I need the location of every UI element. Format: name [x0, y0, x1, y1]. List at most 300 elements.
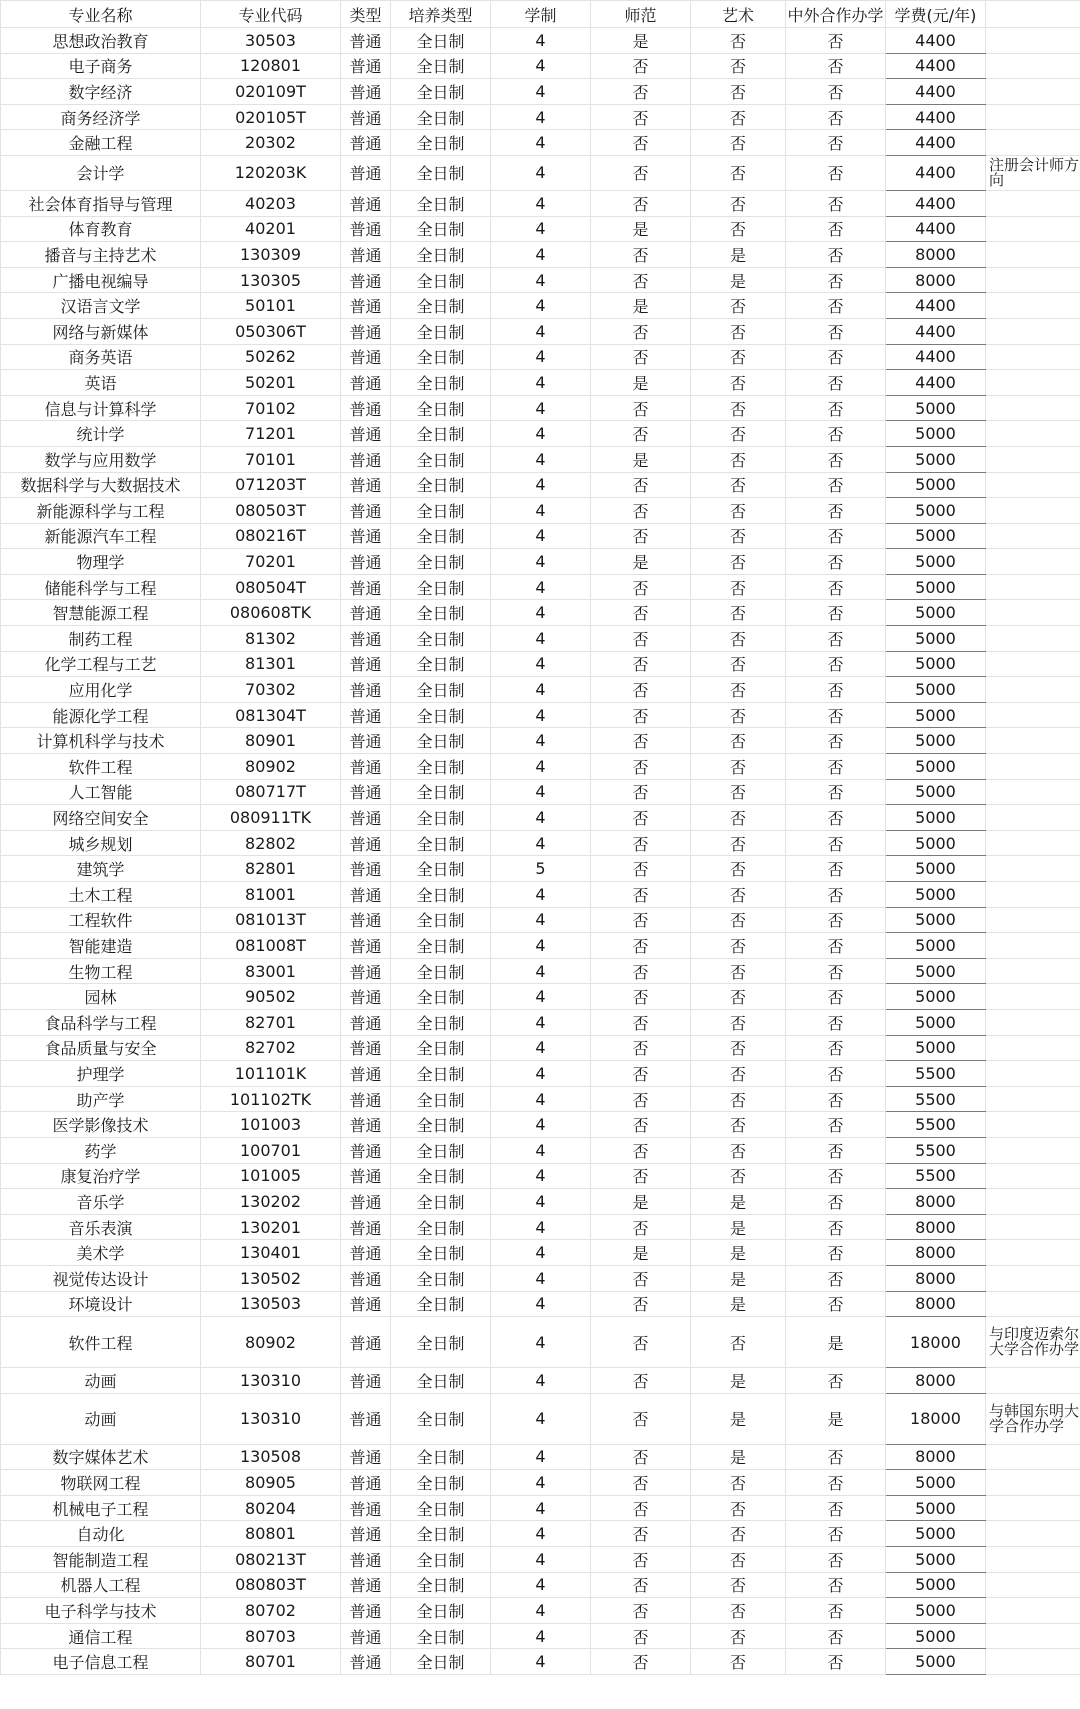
- major-code-cell[interactable]: 40203: [201, 190, 341, 216]
- teacher-training-cell[interactable]: 否: [591, 805, 691, 831]
- joint-program-cell[interactable]: 否: [786, 293, 886, 319]
- major-name-cell[interactable]: 电子科学与技术: [1, 1598, 201, 1624]
- note-cell[interactable]: [986, 728, 1080, 754]
- joint-program-cell[interactable]: 否: [786, 1137, 886, 1163]
- tuition-cell[interactable]: 4400: [886, 104, 986, 130]
- note-cell[interactable]: [986, 104, 1080, 130]
- major-name-cell[interactable]: 护理学: [1, 1061, 201, 1087]
- type-cell[interactable]: 普通: [341, 242, 391, 268]
- joint-program-cell[interactable]: 否: [786, 1291, 886, 1317]
- duration-cell[interactable]: 5: [491, 856, 591, 882]
- type-cell[interactable]: 普通: [341, 1317, 391, 1368]
- study-mode-cell[interactable]: 全日制: [391, 421, 491, 447]
- major-code-cell[interactable]: 80702: [201, 1598, 341, 1624]
- joint-program-cell[interactable]: 否: [786, 1649, 886, 1675]
- note-cell[interactable]: [986, 293, 1080, 319]
- major-code-cell[interactable]: 130401: [201, 1240, 341, 1266]
- major-name-cell[interactable]: 商务英语: [1, 344, 201, 370]
- duration-cell[interactable]: 4: [491, 370, 591, 396]
- duration-cell[interactable]: 4: [491, 1214, 591, 1240]
- study-mode-cell[interactable]: 全日制: [391, 1547, 491, 1573]
- tuition-cell[interactable]: 5000: [886, 549, 986, 575]
- joint-program-cell[interactable]: 否: [786, 498, 886, 524]
- type-cell[interactable]: 普通: [341, 1137, 391, 1163]
- major-name-cell[interactable]: 动画: [1, 1393, 201, 1444]
- art-cell[interactable]: 否: [691, 1623, 786, 1649]
- note-cell[interactable]: [986, 1623, 1080, 1649]
- joint-program-cell[interactable]: 否: [786, 370, 886, 396]
- type-cell[interactable]: 普通: [341, 104, 391, 130]
- note-cell[interactable]: [986, 907, 1080, 933]
- teacher-training-cell[interactable]: 否: [591, 1598, 691, 1624]
- duration-cell[interactable]: 4: [491, 702, 591, 728]
- art-cell[interactable]: 否: [691, 600, 786, 626]
- teacher-training-cell[interactable]: 否: [591, 523, 691, 549]
- joint-program-cell[interactable]: 否: [786, 856, 886, 882]
- art-cell[interactable]: 否: [691, 1061, 786, 1087]
- tuition-cell[interactable]: 5000: [886, 830, 986, 856]
- duration-cell[interactable]: 4: [491, 446, 591, 472]
- major-name-cell[interactable]: 机械电子工程: [1, 1495, 201, 1521]
- tuition-cell[interactable]: 8000: [886, 1444, 986, 1470]
- tuition-cell[interactable]: 4400: [886, 155, 986, 190]
- type-cell[interactable]: 普通: [341, 293, 391, 319]
- type-cell[interactable]: 普通: [341, 1086, 391, 1112]
- major-code-cell[interactable]: 81301: [201, 651, 341, 677]
- teacher-training-cell[interactable]: 否: [591, 1521, 691, 1547]
- duration-cell[interactable]: 4: [491, 1137, 591, 1163]
- major-code-cell[interactable]: 100701: [201, 1137, 341, 1163]
- major-code-cell[interactable]: 101005: [201, 1163, 341, 1189]
- type-cell[interactable]: 普通: [341, 574, 391, 600]
- study-mode-cell[interactable]: 全日制: [391, 1598, 491, 1624]
- art-cell[interactable]: 否: [691, 1470, 786, 1496]
- teacher-training-cell[interactable]: 否: [591, 984, 691, 1010]
- art-cell[interactable]: 是: [691, 1189, 786, 1215]
- tuition-cell[interactable]: 5000: [886, 498, 986, 524]
- major-code-cell[interactable]: 50201: [201, 370, 341, 396]
- teacher-training-cell[interactable]: 否: [591, 421, 691, 447]
- type-cell[interactable]: 普通: [341, 1649, 391, 1675]
- teacher-training-cell[interactable]: 否: [591, 1393, 691, 1444]
- tuition-cell[interactable]: 5000: [886, 395, 986, 421]
- study-mode-cell[interactable]: 全日制: [391, 1189, 491, 1215]
- joint-program-cell[interactable]: 否: [786, 907, 886, 933]
- teacher-training-cell[interactable]: 否: [591, 130, 691, 156]
- note-cell[interactable]: [986, 600, 1080, 626]
- major-code-cell[interactable]: 70102: [201, 395, 341, 421]
- study-mode-cell[interactable]: 全日制: [391, 728, 491, 754]
- major-code-cell[interactable]: 50262: [201, 344, 341, 370]
- major-code-cell[interactable]: 050306T: [201, 318, 341, 344]
- teacher-training-cell[interactable]: 否: [591, 1368, 691, 1394]
- major-name-cell[interactable]: 工程软件: [1, 907, 201, 933]
- joint-program-cell[interactable]: 否: [786, 421, 886, 447]
- note-cell[interactable]: [986, 267, 1080, 293]
- duration-cell[interactable]: 4: [491, 242, 591, 268]
- duration-cell[interactable]: 4: [491, 958, 591, 984]
- duration-cell[interactable]: 4: [491, 155, 591, 190]
- duration-cell[interactable]: 4: [491, 104, 591, 130]
- type-cell[interactable]: 普通: [341, 1061, 391, 1087]
- study-mode-cell[interactable]: 全日制: [391, 1317, 491, 1368]
- major-name-cell[interactable]: 物理学: [1, 549, 201, 575]
- note-cell[interactable]: [986, 1495, 1080, 1521]
- duration-cell[interactable]: 4: [491, 79, 591, 105]
- note-cell[interactable]: 与印度迈索尔大学合作办学: [986, 1317, 1080, 1368]
- major-code-cell[interactable]: 83001: [201, 958, 341, 984]
- major-code-cell[interactable]: 130310: [201, 1368, 341, 1394]
- study-mode-cell[interactable]: 全日制: [391, 1061, 491, 1087]
- major-name-cell[interactable]: 体育教育: [1, 216, 201, 242]
- study-mode-cell[interactable]: 全日制: [391, 1086, 491, 1112]
- major-code-cell[interactable]: 81302: [201, 626, 341, 652]
- type-cell[interactable]: 普通: [341, 267, 391, 293]
- note-cell[interactable]: [986, 1137, 1080, 1163]
- major-code-cell[interactable]: 70101: [201, 446, 341, 472]
- tuition-cell[interactable]: 4400: [886, 370, 986, 396]
- major-code-cell[interactable]: 020105T: [201, 104, 341, 130]
- header-art[interactable]: 艺术: [691, 1, 786, 28]
- teacher-training-cell[interactable]: 否: [591, 344, 691, 370]
- note-cell[interactable]: [986, 1444, 1080, 1470]
- tuition-cell[interactable]: 5000: [886, 1649, 986, 1675]
- major-code-cell[interactable]: 130202: [201, 1189, 341, 1215]
- tuition-cell[interactable]: 5000: [886, 1572, 986, 1598]
- art-cell[interactable]: 否: [691, 1317, 786, 1368]
- teacher-training-cell[interactable]: 否: [591, 1649, 691, 1675]
- type-cell[interactable]: 普通: [341, 1009, 391, 1035]
- note-cell[interactable]: [986, 130, 1080, 156]
- art-cell[interactable]: 是: [691, 1444, 786, 1470]
- art-cell[interactable]: 否: [691, 933, 786, 959]
- header-type[interactable]: 类型: [341, 1, 391, 28]
- type-cell[interactable]: 普通: [341, 651, 391, 677]
- type-cell[interactable]: 普通: [341, 28, 391, 54]
- joint-program-cell[interactable]: 否: [786, 1214, 886, 1240]
- duration-cell[interactable]: 4: [491, 651, 591, 677]
- type-cell[interactable]: 普通: [341, 702, 391, 728]
- major-code-cell[interactable]: 80701: [201, 1649, 341, 1675]
- art-cell[interactable]: 否: [691, 318, 786, 344]
- teacher-training-cell[interactable]: 否: [591, 1214, 691, 1240]
- joint-program-cell[interactable]: 否: [786, 651, 886, 677]
- note-cell[interactable]: 与韩国东明大学合作办学: [986, 1393, 1080, 1444]
- joint-program-cell[interactable]: 否: [786, 1495, 886, 1521]
- note-cell[interactable]: [986, 805, 1080, 831]
- major-code-cell[interactable]: 82802: [201, 830, 341, 856]
- study-mode-cell[interactable]: 全日制: [391, 651, 491, 677]
- duration-cell[interactable]: 4: [491, 1009, 591, 1035]
- joint-program-cell[interactable]: 否: [786, 1240, 886, 1266]
- art-cell[interactable]: 否: [691, 574, 786, 600]
- teacher-training-cell[interactable]: 否: [591, 155, 691, 190]
- major-code-cell[interactable]: 70201: [201, 549, 341, 575]
- study-mode-cell[interactable]: 全日制: [391, 754, 491, 780]
- duration-cell[interactable]: 4: [491, 882, 591, 908]
- major-name-cell[interactable]: 计算机科学与技术: [1, 728, 201, 754]
- note-cell[interactable]: [986, 651, 1080, 677]
- major-name-cell[interactable]: 康复治疗学: [1, 1163, 201, 1189]
- teacher-training-cell[interactable]: 否: [591, 856, 691, 882]
- joint-program-cell[interactable]: 否: [786, 1189, 886, 1215]
- major-code-cell[interactable]: 081008T: [201, 933, 341, 959]
- art-cell[interactable]: 否: [691, 805, 786, 831]
- tuition-cell[interactable]: 4400: [886, 53, 986, 79]
- joint-program-cell[interactable]: 否: [786, 446, 886, 472]
- study-mode-cell[interactable]: 全日制: [391, 1291, 491, 1317]
- duration-cell[interactable]: 4: [491, 574, 591, 600]
- type-cell[interactable]: 普通: [341, 79, 391, 105]
- joint-program-cell[interactable]: 否: [786, 549, 886, 575]
- joint-program-cell[interactable]: 否: [786, 1623, 886, 1649]
- study-mode-cell[interactable]: 全日制: [391, 702, 491, 728]
- major-name-cell[interactable]: 数字媒体艺术: [1, 1444, 201, 1470]
- joint-program-cell[interactable]: 否: [786, 1521, 886, 1547]
- type-cell[interactable]: 普通: [341, 155, 391, 190]
- joint-program-cell[interactable]: 否: [786, 1444, 886, 1470]
- type-cell[interactable]: 普通: [341, 1112, 391, 1138]
- type-cell[interactable]: 普通: [341, 549, 391, 575]
- joint-program-cell[interactable]: 否: [786, 267, 886, 293]
- header-major-name[interactable]: 专业名称: [1, 1, 201, 28]
- teacher-training-cell[interactable]: 否: [591, 267, 691, 293]
- art-cell[interactable]: 否: [691, 626, 786, 652]
- art-cell[interactable]: 否: [691, 130, 786, 156]
- major-name-cell[interactable]: 储能科学与工程: [1, 574, 201, 600]
- tuition-cell[interactable]: 4400: [886, 344, 986, 370]
- major-name-cell[interactable]: 数据科学与大数据技术: [1, 472, 201, 498]
- major-code-cell[interactable]: 130309: [201, 242, 341, 268]
- study-mode-cell[interactable]: 全日制: [391, 1137, 491, 1163]
- study-mode-cell[interactable]: 全日制: [391, 344, 491, 370]
- study-mode-cell[interactable]: 全日制: [391, 574, 491, 600]
- header-duration[interactable]: 学制: [491, 1, 591, 28]
- joint-program-cell[interactable]: 否: [786, 1009, 886, 1035]
- note-cell[interactable]: [986, 1572, 1080, 1598]
- joint-program-cell[interactable]: 否: [786, 600, 886, 626]
- note-cell[interactable]: [986, 344, 1080, 370]
- art-cell[interactable]: 是: [691, 267, 786, 293]
- teacher-training-cell[interactable]: 否: [591, 1317, 691, 1368]
- teacher-training-cell[interactable]: 否: [591, 1470, 691, 1496]
- teacher-training-cell[interactable]: 否: [591, 574, 691, 600]
- tuition-cell[interactable]: 5000: [886, 523, 986, 549]
- teacher-training-cell[interactable]: 否: [591, 318, 691, 344]
- major-name-cell[interactable]: 化学工程与工艺: [1, 651, 201, 677]
- art-cell[interactable]: 否: [691, 155, 786, 190]
- major-code-cell[interactable]: 130502: [201, 1265, 341, 1291]
- study-mode-cell[interactable]: 全日制: [391, 1214, 491, 1240]
- note-cell[interactable]: [986, 1112, 1080, 1138]
- teacher-training-cell[interactable]: 是: [591, 216, 691, 242]
- header-joint-program[interactable]: 中外合作办学: [786, 1, 886, 28]
- header-major-code[interactable]: 专业代码: [201, 1, 341, 28]
- study-mode-cell[interactable]: 全日制: [391, 370, 491, 396]
- type-cell[interactable]: 普通: [341, 130, 391, 156]
- major-code-cell[interactable]: 101101K: [201, 1061, 341, 1087]
- major-name-cell[interactable]: 软件工程: [1, 754, 201, 780]
- art-cell[interactable]: 是: [691, 1214, 786, 1240]
- art-cell[interactable]: 否: [691, 28, 786, 54]
- art-cell[interactable]: 否: [691, 549, 786, 575]
- study-mode-cell[interactable]: 全日制: [391, 958, 491, 984]
- art-cell[interactable]: 否: [691, 395, 786, 421]
- note-cell[interactable]: [986, 498, 1080, 524]
- major-name-cell[interactable]: 思想政治教育: [1, 28, 201, 54]
- note-cell[interactable]: [986, 1649, 1080, 1675]
- joint-program-cell[interactable]: 否: [786, 805, 886, 831]
- duration-cell[interactable]: 4: [491, 1521, 591, 1547]
- note-cell[interactable]: [986, 1521, 1080, 1547]
- major-code-cell[interactable]: 120203K: [201, 155, 341, 190]
- type-cell[interactable]: 普通: [341, 395, 391, 421]
- art-cell[interactable]: 否: [691, 1086, 786, 1112]
- note-cell[interactable]: [986, 1035, 1080, 1061]
- duration-cell[interactable]: 4: [491, 1393, 591, 1444]
- teacher-training-cell[interactable]: 否: [591, 907, 691, 933]
- type-cell[interactable]: 普通: [341, 1163, 391, 1189]
- teacher-training-cell[interactable]: 否: [591, 933, 691, 959]
- type-cell[interactable]: 普通: [341, 1214, 391, 1240]
- art-cell[interactable]: 否: [691, 53, 786, 79]
- major-code-cell[interactable]: 081304T: [201, 702, 341, 728]
- duration-cell[interactable]: 4: [491, 1061, 591, 1087]
- study-mode-cell[interactable]: 全日制: [391, 1470, 491, 1496]
- art-cell[interactable]: 否: [691, 1163, 786, 1189]
- major-code-cell[interactable]: 80905: [201, 1470, 341, 1496]
- teacher-training-cell[interactable]: 否: [591, 1265, 691, 1291]
- tuition-cell[interactable]: 5000: [886, 1521, 986, 1547]
- type-cell[interactable]: 普通: [341, 216, 391, 242]
- tuition-cell[interactable]: 5000: [886, 1547, 986, 1573]
- joint-program-cell[interactable]: 否: [786, 1163, 886, 1189]
- note-cell[interactable]: [986, 1214, 1080, 1240]
- note-cell[interactable]: [986, 574, 1080, 600]
- joint-program-cell[interactable]: 否: [786, 677, 886, 703]
- major-name-cell[interactable]: 电子信息工程: [1, 1649, 201, 1675]
- tuition-cell[interactable]: 5000: [886, 600, 986, 626]
- tuition-cell[interactable]: 4400: [886, 130, 986, 156]
- joint-program-cell[interactable]: 否: [786, 155, 886, 190]
- study-mode-cell[interactable]: 全日制: [391, 600, 491, 626]
- duration-cell[interactable]: 4: [491, 1368, 591, 1394]
- joint-program-cell[interactable]: 否: [786, 1035, 886, 1061]
- duration-cell[interactable]: 4: [491, 830, 591, 856]
- duration-cell[interactable]: 4: [491, 1623, 591, 1649]
- note-cell[interactable]: [986, 1265, 1080, 1291]
- duration-cell[interactable]: 4: [491, 1291, 591, 1317]
- duration-cell[interactable]: 4: [491, 267, 591, 293]
- type-cell[interactable]: 普通: [341, 1265, 391, 1291]
- major-name-cell[interactable]: 环境设计: [1, 1291, 201, 1317]
- tuition-cell[interactable]: 5000: [886, 472, 986, 498]
- teacher-training-cell[interactable]: 否: [591, 728, 691, 754]
- note-cell[interactable]: [986, 779, 1080, 805]
- teacher-training-cell[interactable]: 否: [591, 830, 691, 856]
- note-cell[interactable]: [986, 53, 1080, 79]
- study-mode-cell[interactable]: 全日制: [391, 53, 491, 79]
- type-cell[interactable]: 普通: [341, 370, 391, 396]
- duration-cell[interactable]: 4: [491, 728, 591, 754]
- joint-program-cell[interactable]: 否: [786, 1112, 886, 1138]
- duration-cell[interactable]: 4: [491, 1086, 591, 1112]
- major-code-cell[interactable]: 080803T: [201, 1572, 341, 1598]
- type-cell[interactable]: 普通: [341, 856, 391, 882]
- joint-program-cell[interactable]: 否: [786, 472, 886, 498]
- major-name-cell[interactable]: 城乡规划: [1, 830, 201, 856]
- joint-program-cell[interactable]: 否: [786, 190, 886, 216]
- teacher-training-cell[interactable]: 否: [591, 1444, 691, 1470]
- major-name-cell[interactable]: 药学: [1, 1137, 201, 1163]
- major-name-cell[interactable]: 智能制造工程: [1, 1547, 201, 1573]
- art-cell[interactable]: 否: [691, 216, 786, 242]
- teacher-training-cell[interactable]: 是: [591, 549, 691, 575]
- study-mode-cell[interactable]: 全日制: [391, 155, 491, 190]
- tuition-cell[interactable]: 4400: [886, 79, 986, 105]
- joint-program-cell[interactable]: 否: [786, 779, 886, 805]
- duration-cell[interactable]: 4: [491, 1035, 591, 1061]
- tuition-cell[interactable]: 5500: [886, 1137, 986, 1163]
- type-cell[interactable]: 普通: [341, 1368, 391, 1394]
- major-code-cell[interactable]: 080216T: [201, 523, 341, 549]
- art-cell[interactable]: 是: [691, 1393, 786, 1444]
- type-cell[interactable]: 普通: [341, 984, 391, 1010]
- tuition-cell[interactable]: 5000: [886, 651, 986, 677]
- major-name-cell[interactable]: 网络空间安全: [1, 805, 201, 831]
- major-name-cell[interactable]: 制药工程: [1, 626, 201, 652]
- type-cell[interactable]: 普通: [341, 754, 391, 780]
- tuition-cell[interactable]: 5000: [886, 1035, 986, 1061]
- study-mode-cell[interactable]: 全日制: [391, 1495, 491, 1521]
- joint-program-cell[interactable]: 否: [786, 318, 886, 344]
- type-cell[interactable]: 普通: [341, 600, 391, 626]
- major-code-cell[interactable]: 020109T: [201, 79, 341, 105]
- art-cell[interactable]: 否: [691, 882, 786, 908]
- tuition-cell[interactable]: 8000: [886, 1291, 986, 1317]
- type-cell[interactable]: 普通: [341, 958, 391, 984]
- art-cell[interactable]: 否: [691, 498, 786, 524]
- art-cell[interactable]: 否: [691, 754, 786, 780]
- note-cell[interactable]: [986, 702, 1080, 728]
- duration-cell[interactable]: 4: [491, 984, 591, 1010]
- type-cell[interactable]: 普通: [341, 318, 391, 344]
- duration-cell[interactable]: 4: [491, 626, 591, 652]
- art-cell[interactable]: 否: [691, 293, 786, 319]
- study-mode-cell[interactable]: 全日制: [391, 318, 491, 344]
- note-cell[interactable]: [986, 446, 1080, 472]
- study-mode-cell[interactable]: 全日制: [391, 984, 491, 1010]
- art-cell[interactable]: 否: [691, 1112, 786, 1138]
- type-cell[interactable]: 普通: [341, 1291, 391, 1317]
- study-mode-cell[interactable]: 全日制: [391, 626, 491, 652]
- major-code-cell[interactable]: 081013T: [201, 907, 341, 933]
- type-cell[interactable]: 普通: [341, 779, 391, 805]
- major-name-cell[interactable]: 能源化学工程: [1, 702, 201, 728]
- joint-program-cell[interactable]: 否: [786, 626, 886, 652]
- teacher-training-cell[interactable]: 否: [591, 242, 691, 268]
- teacher-training-cell[interactable]: 是: [591, 370, 691, 396]
- major-code-cell[interactable]: 130305: [201, 267, 341, 293]
- tuition-cell[interactable]: 5000: [886, 574, 986, 600]
- joint-program-cell[interactable]: 是: [786, 1393, 886, 1444]
- art-cell[interactable]: 否: [691, 1495, 786, 1521]
- study-mode-cell[interactable]: 全日制: [391, 1368, 491, 1394]
- joint-program-cell[interactable]: 否: [786, 53, 886, 79]
- study-mode-cell[interactable]: 全日制: [391, 1393, 491, 1444]
- major-name-cell[interactable]: 智慧能源工程: [1, 600, 201, 626]
- type-cell[interactable]: 普通: [341, 1393, 391, 1444]
